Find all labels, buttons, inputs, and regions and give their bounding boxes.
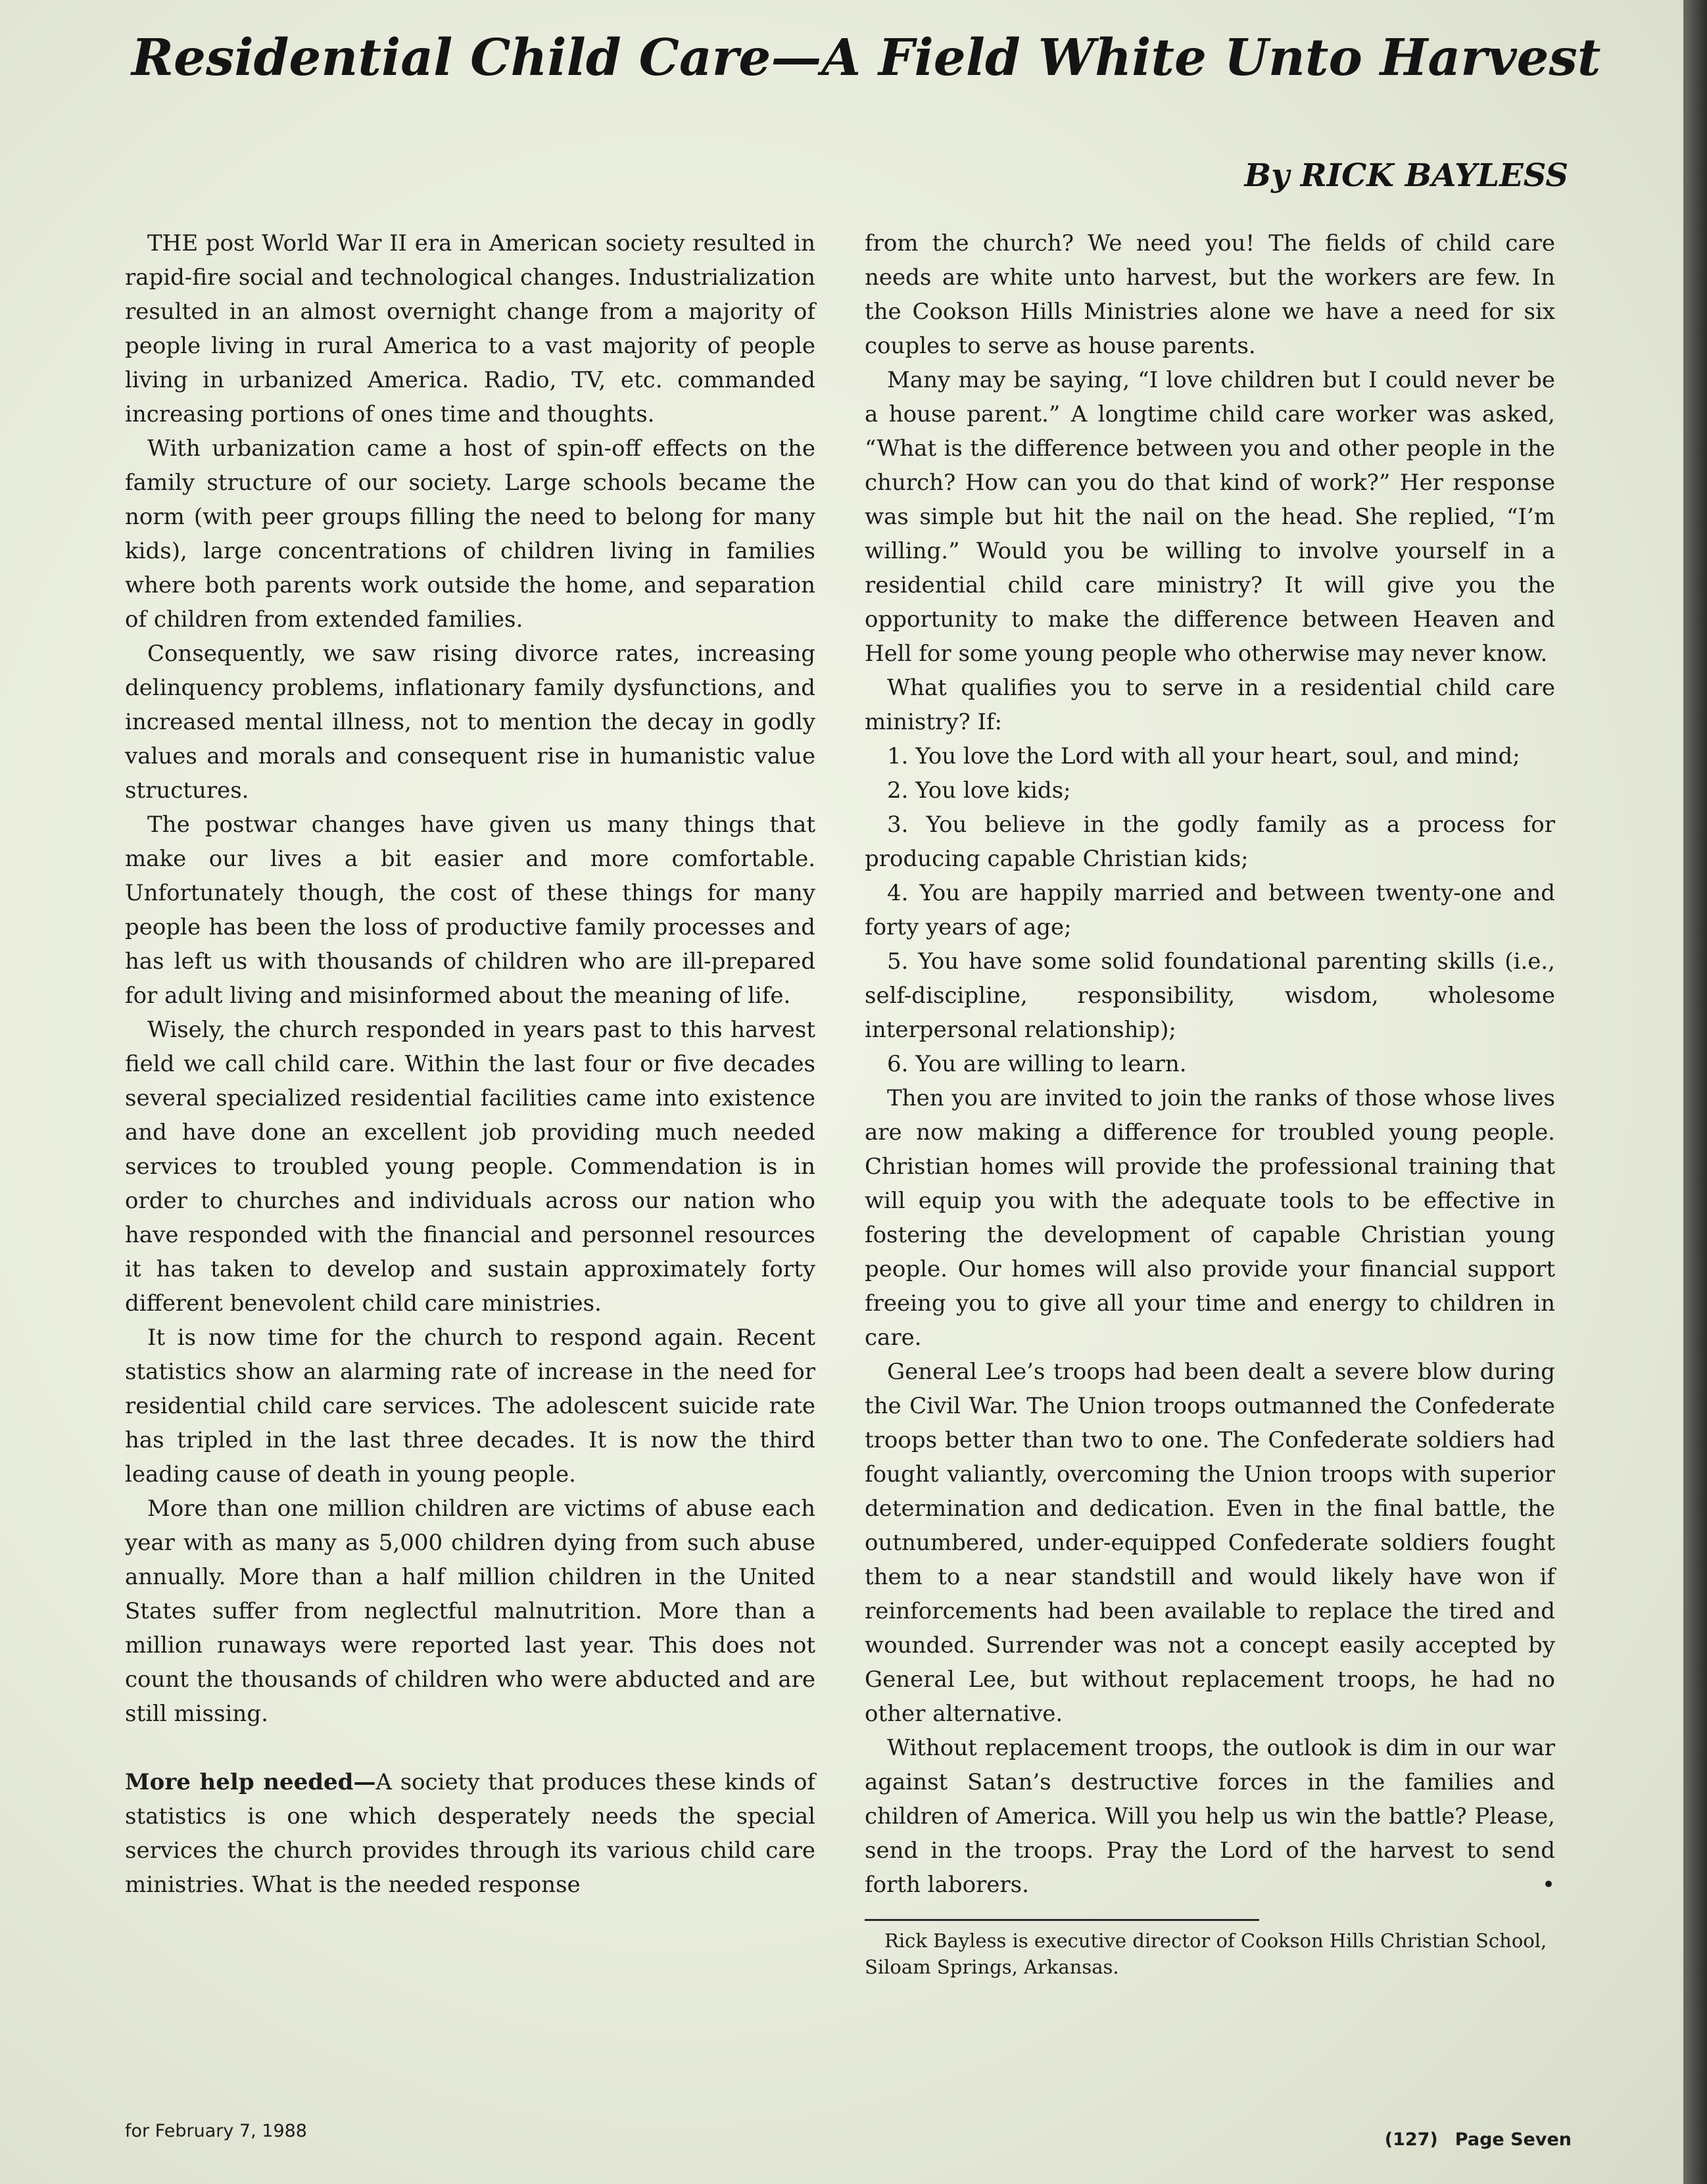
paragraph-replacement-troops [865,1731,1555,1902]
paragraph-house-parent: Many may be saying, “I love children but I could never be a house parent.” A longtime child care worker was asked, “What is the difference between you and other people in the church? How can you do that kind of work?” Her response was simple but hit the nail on the head. She replied, “I’m willing.” Would you be willing to involve yourself in a residential child care ministry? It will give you the opportunity to make the difference between Heaven and Hell for some young people who otherwise may never know. [865,367,1555,667]
paragraph-abuse-statistics: More than one million children are victims of abuse each year with as many as 5,000 children dying from such abuse annually. More than a half million children in the United States suffer from neglectful malnutrition. More than a million runaways were reported last year. This does not count the thousands of children who were abducted and are still missing. [125,1495,815,1727]
subhead-more-help-needed: More help needed— [125,1769,376,1795]
author-footnote [865,1919,1547,1980]
paragraph-invited: Then you are invited to join the ranks of those whose lives are now making a difference for troubled young people. Christian homes will provide the professional training that will equip you with the adequate tools to be effective in fostering the development of capable Christian young people. Our homes will also provide your financial support freeing you to give all your time and energy to children in care. [865,1085,1555,1351]
footer-page-number: (127) [1384,2129,1438,2150]
list-item-love-kids: 2. You love kids; [887,777,1071,804]
article-byline: By RICK BAYLESS [1244,157,1568,194]
footer-date: for February 7, 1988 [125,2121,307,2141]
binding-spine [1683,0,1707,2184]
list-item-married: 4. You are happily married and between twenty-one and forty years of age; [865,880,1555,940]
list-item-godly-family: 3. You believe in the godly family as a process for producing capable Christian kids; [865,812,1555,872]
paragraph-urbanization: With urbanization came a host of spin-off effects on the family structure of our society. Large schools became the norm (with peer groups filling the need to belong for many kids), large concentrations of children living in families where both parents work outside the home, and separation of children from extended families. [125,435,815,633]
footnote-text: Rick Bayless is executive director of Cookson Hills Christian School, Siloam Springs, Arkansas. [865,1929,1547,1978]
footer-page-label: Page Seven [1455,2129,1572,2150]
left-column [125,226,815,1902]
paragraph-respond-again: It is now time for the church to respond again. Recent statistics show an alarming rate of increase in the need for residential child care services. The adolescent suicide rate has tripled in the last three decades. It is now the third leading cause of death in young people. [125,1324,815,1488]
subhead-paragraph-text: A society that produces these kinds of statistics is one which desperately needs the special services the church provides through its various child care ministries. What is the needed response [125,1769,815,1898]
paragraph-continuation: from the church? We need you! The fields of child care needs are white unto harvest, but the workers are few. In the Cookson Hills Ministries alone we have a need for six couples to serve as house parents. [865,230,1555,359]
list-item-willing-to-learn: 6. You are willing to learn. [887,1051,1187,1077]
paragraph-postwar-changes: The postwar changes have given us many things that make our lives a bit easier and more comfortable. Unfortunately though, the cost of these things for many people has been the loss of productive family processes and has left us with thousands of children who are ill-prepared for adult living and misinformed about the meaning of life. [125,812,815,1009]
end-of-article-mark: • [1541,1872,1555,1898]
right-column [865,226,1555,1980]
paragraph-consequently: Consequently, we saw rising divorce rates, increasing delinquency problems, inflationary family dysfunctions, and increased mental illness, not to mention the decay in godly values and morals and consequent rise in humanistic value structures. [125,641,815,804]
article-title: Residential Child Care—A Field White Unto Harvest [132,28,1601,87]
paragraph-church-responded: Wisely, the church responded in years past to this harvest field we call child care. Within the last four or five decades several specialized residential facilities came into existence and have done an excellent job providing much needed services to troubled young people. Commendation is in order to churches and individuals across our nation who have responded with the financial and personnel resources it has taken to develop and sustain approximately forty different benevolent child care ministries. [125,1017,815,1317]
paragraph-postwar-era: THE post World War II era in American society resulted in rapid-fire social and technological changes. Industrialization resulted in an almost overnight change from a majority of people living in rural America to a vast majority of people living in urbanized America. Radio, TV, etc. commanded increasing portions of ones time and thoughts. [125,230,815,427]
list-item-parenting-skills: 5. You have some solid foundational parenting skills (i.e., self-discipline, responsibility, wisdom, wholesome interpersonal relationship); [865,948,1555,1043]
list-item-love-lord: 1. You love the Lord with all your heart, soul, and mind; [887,743,1520,769]
paragraph-more-help-needed [125,1765,815,1902]
paragraph-qualifies: What qualifies you to serve in a residential child care ministry? If: [865,675,1555,735]
paragraph-general-lee: General Lee’s troops had been dealt a severe blow during the Civil War. The Union troops outmanned the Confederate troops better than two to one. The Confederate soldiers had fought valiantly, overcoming the Union troops with superior determination and dedication. Even in the final battle, the outnumbered, under-equipped Confederate soldiers fought them to a near standstill and would likely have won if reinforcements had been available to replace the tired and wounded. Surrender was not a concept easily accepted by General Lee, but without replacement troops, he had no other alternative. [865,1359,1555,1727]
closing-text: Without replacement troops, the outlook is dim in our war against Satan’s destructive forces in the families and children of America. Will you help us win the battle? Please, send in the troops. Pray the Lord of the harvest to send forth laborers. [865,1735,1555,1898]
footer-page [1385,2129,1572,2150]
